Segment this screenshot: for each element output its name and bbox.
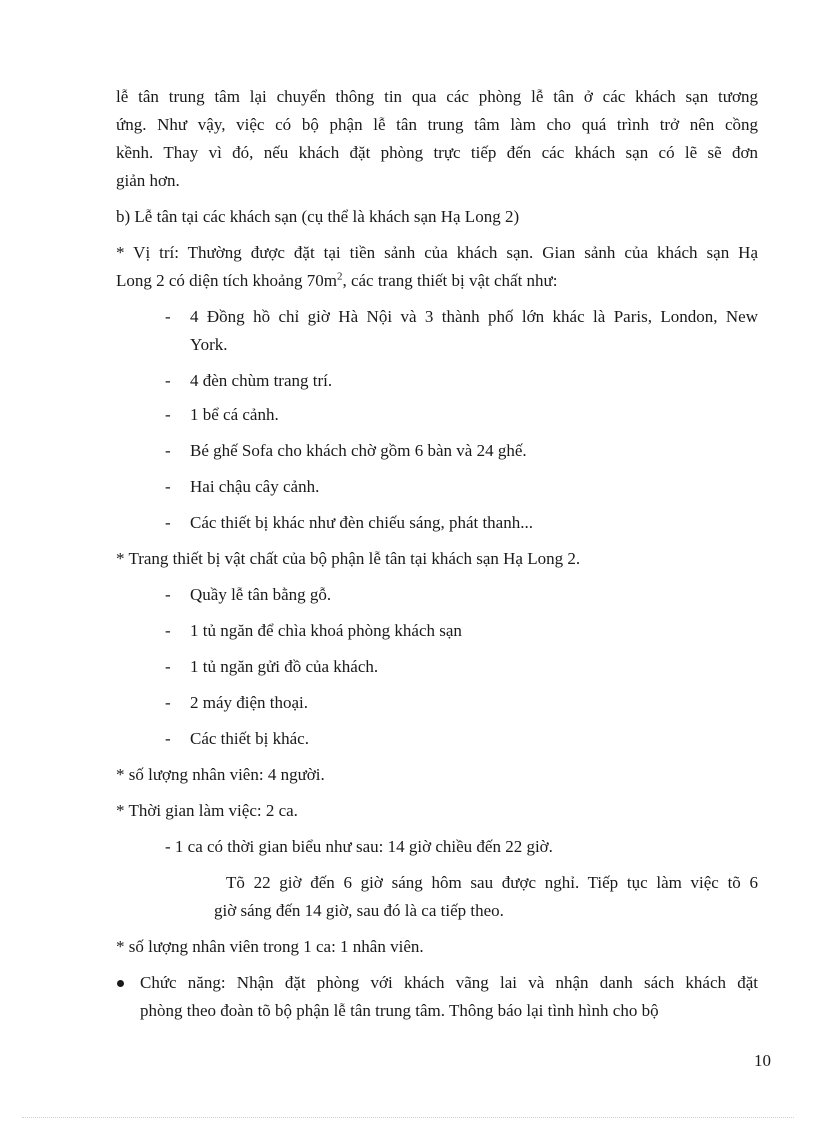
list-item: 2 máy điện thoại.	[190, 693, 309, 712]
page-number: 10	[754, 1051, 771, 1070]
location-text: , các trang thiết bị vật chất như:	[342, 271, 558, 290]
staff-count: * số lượng nhân viên: 4 người.	[116, 765, 325, 784]
shift-schedule: - 1 ca có thời gian biểu như sau: 14 giờ chiều đến 22 giờ.	[165, 837, 553, 856]
list-item: Hai chậu cây cảnh.	[190, 477, 320, 496]
list-item: Bé ghế Sofa cho khách chờ gồm 6 bàn và 24 ghế.	[190, 441, 527, 460]
list-item: York.	[190, 335, 228, 354]
list-dash: -	[165, 371, 171, 390]
work-time: * Thời gian làm việc: 2 ca.	[116, 801, 298, 820]
location-line: * Vị trí: Thường được đặt tại tiền sảnh của khách sạn. Gian sảnh của khách sạn Hạ	[116, 243, 758, 262]
list-dash: -	[165, 477, 171, 496]
paragraph-line: lễ tân trung tâm lại chuyển thông tin qua các phòng lễ tân ở các khách sạn tương	[116, 87, 758, 106]
list-item: Các thiết bị khác như đèn chiếu sáng, phát thanh...	[190, 513, 533, 532]
list-item: 1 tủ ngăn gửi đồ của khách.	[190, 657, 379, 676]
list-dash: -	[165, 729, 171, 748]
shift-detail-line: giờ sáng đến 14 giờ, sau đó là ca tiếp theo.	[214, 901, 504, 920]
function-line: Chức năng: Nhận đặt phòng với khách vãng lai và nhận danh sách khách đặt	[140, 973, 758, 992]
paragraph-line: giản hơn.	[116, 171, 180, 190]
list-dash: -	[165, 513, 171, 532]
list-item: 1 bể cá cảnh.	[190, 405, 279, 424]
function-line: phòng theo đoàn tõ bộ phận lễ tân trung tâm. Thông báo lại tình hình cho bộ	[140, 1001, 659, 1020]
list-dash: -	[165, 307, 171, 326]
list-dash: -	[165, 657, 171, 676]
list-dash: -	[165, 441, 171, 460]
location-text: Long 2 có diện tích khoảng 70m	[116, 271, 337, 290]
paragraph-line: kềnh. Thay vì đó, nếu khách đặt phòng trực tiếp đến các khách sạn có lẽ sẽ đơn	[116, 143, 758, 162]
list-item: 4 đèn chùm trang trí.	[190, 371, 333, 390]
list-dash: -	[165, 405, 171, 424]
list-dash: -	[165, 621, 171, 640]
paragraph-line: ứng. Như vậy, việc có bộ phận lễ tân trung tâm làm cho quá trình trở nên cồng	[116, 115, 758, 134]
superscript: 2	[336, 270, 343, 283]
list-item: 1 tủ ngăn để chìa khoá phòng khách sạn	[190, 621, 462, 640]
list-item: Quầy lễ tân bằng gỗ.	[190, 585, 332, 604]
list-item: Các thiết bị khác.	[190, 729, 309, 748]
list-item: 4 Đồng hồ chỉ giờ Hà Nội và 3 thành phố lớn khác là Paris, London, New	[190, 307, 758, 326]
location-line	[116, 270, 558, 292]
bullet-icon	[117, 980, 124, 987]
section-heading: b) Lễ tân tại các khách sạn (cụ thể là khách sạn Hạ Long 2)	[116, 207, 520, 226]
list-dash: -	[165, 693, 171, 712]
list-dash: -	[165, 585, 171, 604]
shift-detail-line: Tõ 22 giờ đến 6 giờ sáng hôm sau được nghỉ. Tiếp tục làm việc tõ 6	[226, 873, 758, 892]
equipment-heading: * Trang thiết bị vật chất của bộ phận lễ tân tại khách sạn Hạ Long 2.	[116, 549, 581, 568]
staff-per-shift: * số lượng nhân viên trong 1 ca: 1 nhân viên.	[116, 937, 424, 956]
page-edge-divider	[22, 1117, 794, 1118]
